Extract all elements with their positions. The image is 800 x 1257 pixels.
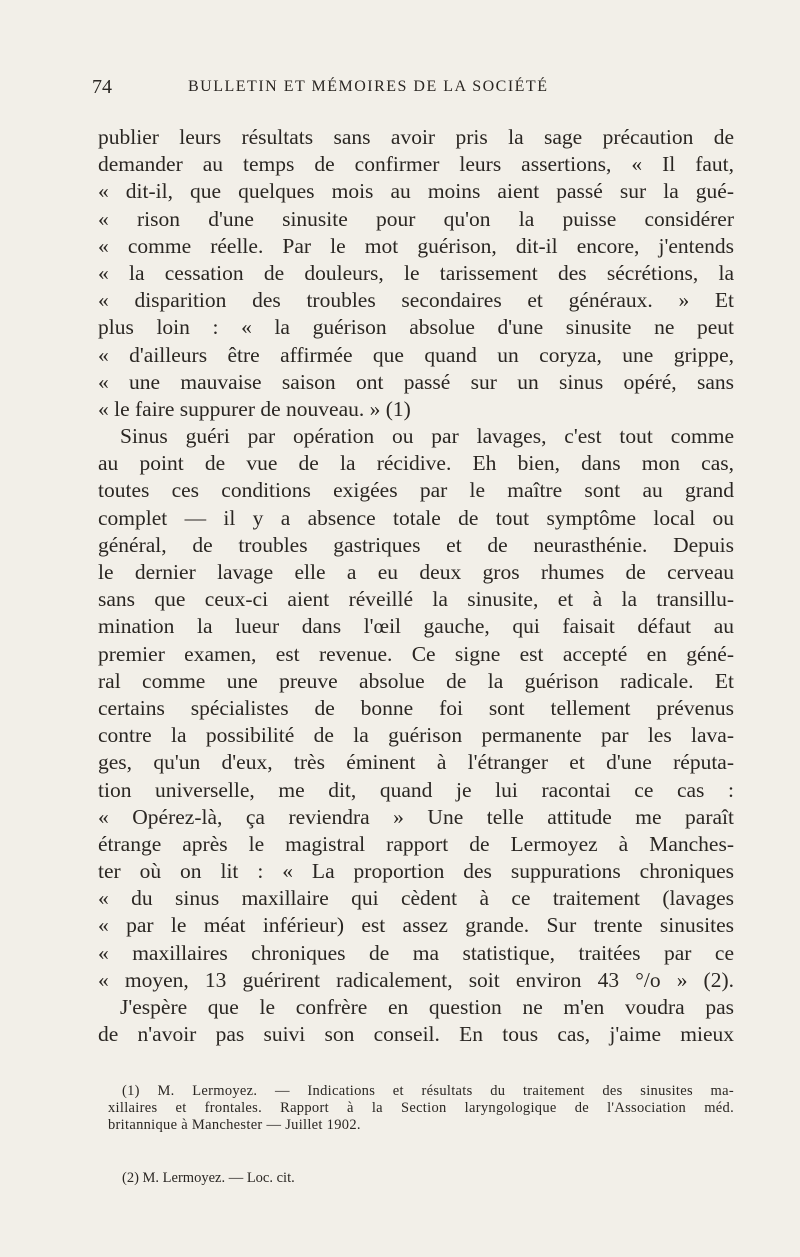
text-line: le dernier lavage elle a eu deux gros rhumes de cerveau <box>98 560 734 584</box>
running-header <box>92 74 732 104</box>
footnote-line: britannique à Manchester — Juillet 1902. <box>108 1117 361 1133</box>
text-line: « le faire suppurer de nouveau. » (1) <box>98 396 411 421</box>
text-line: « rison d'une sinusite pour qu'on la puisse considérer <box>98 206 734 231</box>
text-line: « Opérez-là, ça reviendra » Une telle attitude me paraît <box>98 804 734 829</box>
text-line: « maxillaires chroniques de ma statistique, traitées par ce <box>98 940 734 965</box>
running-title: BULLETIN ET MÉMOIRES DE LA SOCIÉTÉ <box>188 78 549 95</box>
text-line: Sinus guéri par opération ou par lavages, c'est tout comme <box>120 424 734 449</box>
page-number: 74 <box>92 76 112 98</box>
text-line: « par le méat inférieur) est assez grande. Sur trente sinusites <box>98 913 734 938</box>
text-line: « d'ailleurs être affirmée que quand un coryza, une grippe, <box>98 342 734 367</box>
text-line: au point de vue de la récidive. Eh bien, dans mon cas, <box>98 451 734 476</box>
text-line: sans que ceux-ci aient réveillé la sinusite, et à la transillu- <box>98 587 734 612</box>
body-text <box>98 124 734 1048</box>
text-line: « une mauvaise saison ont passé sur un sinus opéré, sans <box>98 369 734 394</box>
text-line: tion universelle, me dit, quand je lui racontai ce cas : <box>98 777 734 802</box>
text-line: de n'avoir pas suivi son conseil. En tous cas, j'aime mieux <box>98 1022 734 1047</box>
text-line: certains spécialistes de bonne foi sont tellement prévenus <box>98 695 734 720</box>
footnote-line: xillaires et frontales. Rapport à la Section laryngologique de l'Association méd. <box>108 1100 734 1116</box>
footnote-2: (2) M. Lermoyez. — Loc. cit. <box>122 1170 295 1186</box>
text-line: complet — il y a absence totale de tout symptôme local ou <box>98 505 734 530</box>
text-line: « comme réelle. Par le mot guérison, dit-il encore, j'entends <box>98 233 734 258</box>
text-line: toutes ces conditions exigées par le maître sont au grand <box>98 478 734 503</box>
text-line: contre la possibilité de la guérison permanente par les lava- <box>98 723 734 748</box>
text-line: étrange après le magistral rapport de Lermoyez à Manches- <box>98 831 734 856</box>
text-line: « moyen, 13 guérirent radicalement, soit environ 43 °/o » (2). <box>98 967 734 992</box>
footnote-1 <box>108 1083 734 1134</box>
text-line: ter où on lit : « La proportion des suppurations chroniques <box>98 859 734 884</box>
text-line: ral comme une preuve absolue de la guérison radicale. Et <box>98 668 734 693</box>
text-line: J'espère que le confrère en question ne m'en voudra pas <box>120 995 734 1019</box>
footnote-line: (1) M. Lermoyez. — Indications et résultats du traitement des sinusites ma- <box>122 1083 734 1099</box>
text-line: général, de troubles gastriques et de neurasthénie. Depuis <box>98 532 734 557</box>
text-line: plus loin : « la guérison absolue d'une sinusite ne peut <box>98 315 734 340</box>
text-line: « la cessation de douleurs, le tarissement des sécrétions, la <box>98 260 734 285</box>
text-line: ges, qu'un d'eux, très éminent à l'étranger et d'une réputa- <box>98 750 734 775</box>
text-line: demander au temps de confirmer leurs assertions, « Il faut, <box>98 152 734 177</box>
text-line: « disparition des troubles secondaires et généraux. » Et <box>98 288 734 313</box>
text-line: « du sinus maxillaire qui cèdent à ce traitement (lavages <box>98 886 734 911</box>
text-line: premier examen, est revenue. Ce signe est accepté en géné- <box>98 641 734 666</box>
text-line: mination la lueur dans l'œil gauche, qui faisait défaut au <box>98 614 734 639</box>
text-line: publier leurs résultats sans avoir pris la sage précaution de <box>98 125 734 149</box>
text-line: « dit-il, que quelques mois au moins aient passé sur la gué- <box>98 179 734 204</box>
